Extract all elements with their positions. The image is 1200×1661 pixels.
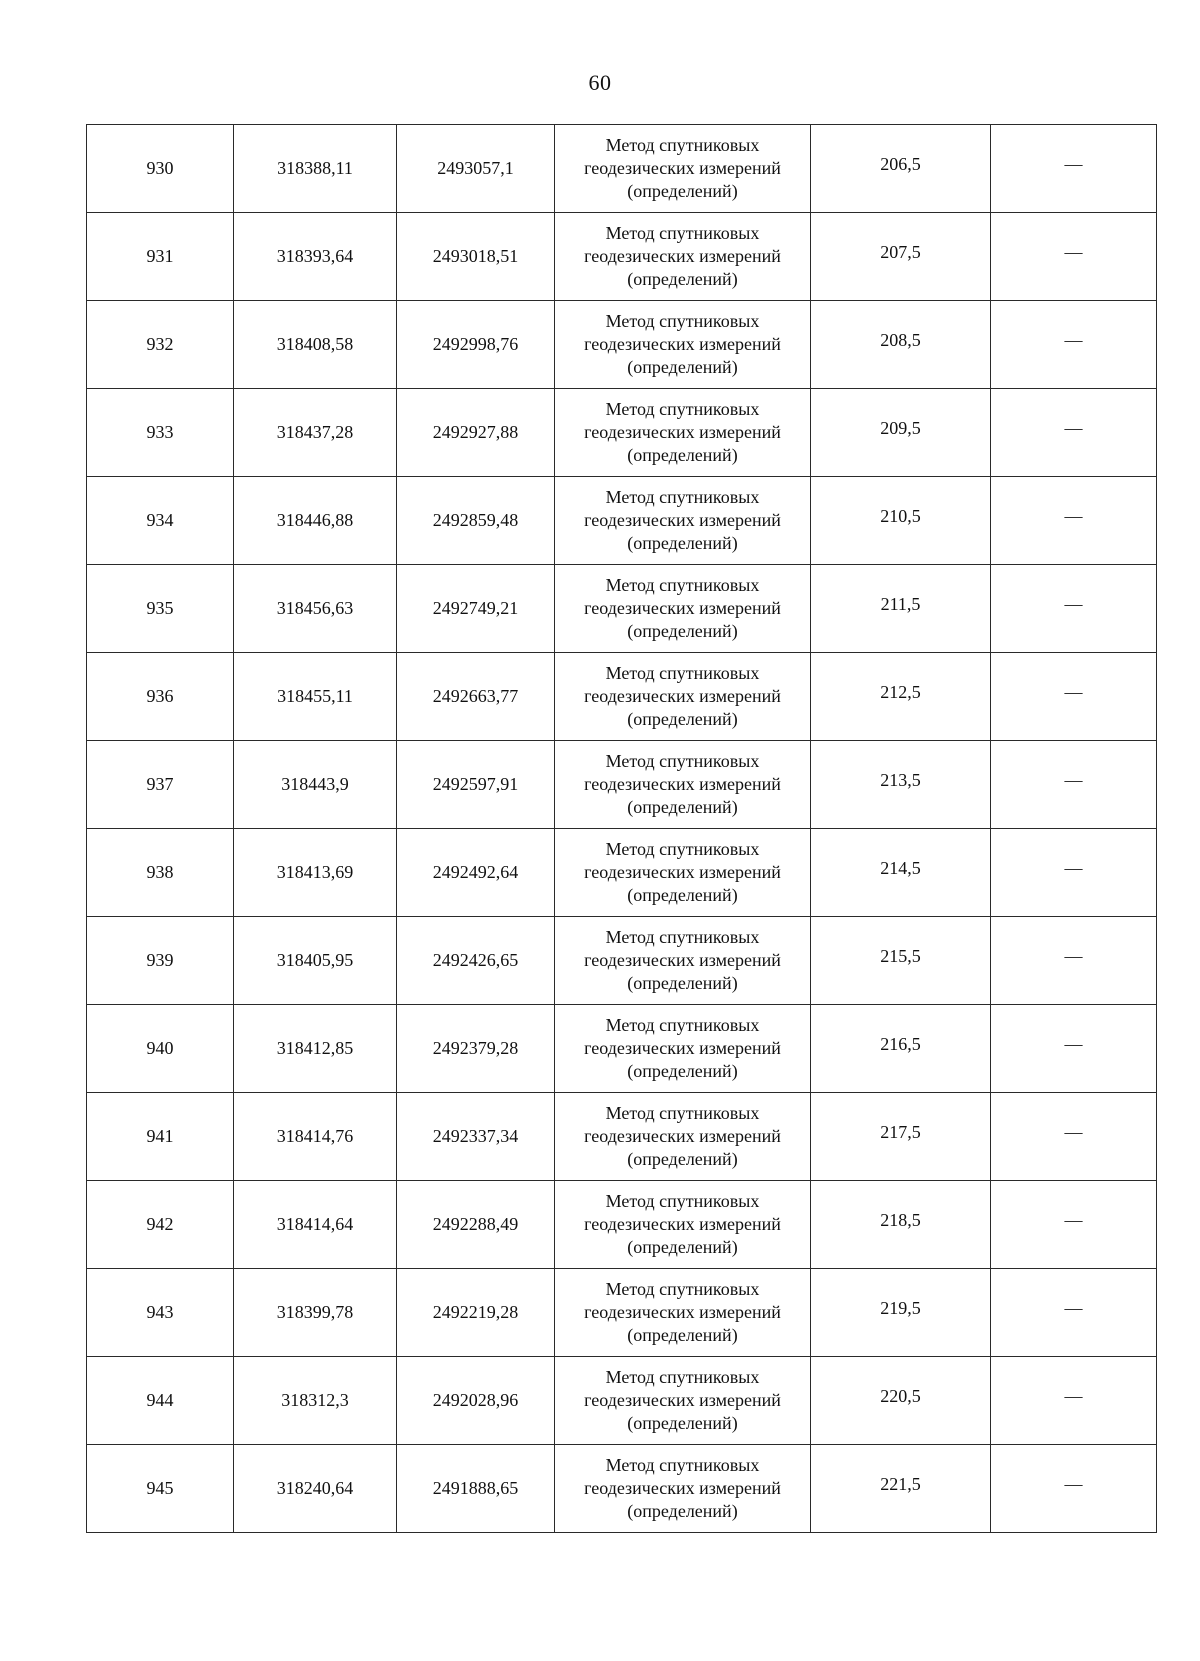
error-cell: [811, 829, 991, 917]
point-number-cell: 930: [87, 125, 234, 213]
error-cell: [811, 917, 991, 1005]
error-cell: [811, 565, 991, 653]
y-coordinate-cell: 2492028,96: [397, 1357, 555, 1445]
coordinates-table: [86, 124, 1157, 1533]
dash-value: —: [1064, 1034, 1083, 1054]
x-coordinate-cell: 318399,78: [234, 1269, 397, 1357]
y-coordinate-cell: 2492219,28: [397, 1269, 555, 1357]
note-cell: [991, 1269, 1157, 1357]
error-cell: [811, 1181, 991, 1269]
table-row: [87, 829, 1157, 917]
error-value: 219,5: [880, 1298, 921, 1318]
method-cell: Метод спутниковых геодезических измерений (определений): [555, 1181, 811, 1269]
error-cell: [811, 1005, 991, 1093]
point-number-cell: 935: [87, 565, 234, 653]
table-row: [87, 301, 1157, 389]
x-coordinate-cell: 318408,58: [234, 301, 397, 389]
note-cell: [991, 1357, 1157, 1445]
dash-value: —: [1064, 682, 1083, 702]
point-number-cell: 942: [87, 1181, 234, 1269]
error-value: 208,5: [880, 330, 921, 350]
dash-value: —: [1064, 330, 1083, 350]
x-coordinate-cell: 318456,63: [234, 565, 397, 653]
method-cell: Метод спутниковых геодезических измерений (определений): [555, 1005, 811, 1093]
error-value: 215,5: [880, 946, 921, 966]
method-cell: Метод спутниковых геодезических измерений (определений): [555, 1093, 811, 1181]
y-coordinate-cell: 2492597,91: [397, 741, 555, 829]
note-cell: [991, 653, 1157, 741]
note-cell: [991, 1005, 1157, 1093]
x-coordinate-cell: 318393,64: [234, 213, 397, 301]
error-cell: [811, 653, 991, 741]
y-coordinate-cell: 2492492,64: [397, 829, 555, 917]
error-value: 209,5: [880, 418, 921, 438]
error-cell: [811, 741, 991, 829]
error-value: 210,5: [880, 506, 921, 526]
table-row: [87, 389, 1157, 477]
error-value: 211,5: [880, 594, 921, 614]
note-cell: [991, 213, 1157, 301]
dash-value: —: [1064, 946, 1083, 966]
table-row: [87, 1445, 1157, 1533]
error-cell: [811, 389, 991, 477]
point-number-cell: 936: [87, 653, 234, 741]
point-number-cell: 945: [87, 1445, 234, 1533]
point-number-cell: 931: [87, 213, 234, 301]
dash-value: —: [1064, 1474, 1083, 1494]
note-cell: [991, 1181, 1157, 1269]
y-coordinate-cell: 2492379,28: [397, 1005, 555, 1093]
note-cell: [991, 125, 1157, 213]
method-cell: Метод спутниковых геодезических измерений (определений): [555, 389, 811, 477]
dash-value: —: [1064, 1298, 1083, 1318]
note-cell: [991, 829, 1157, 917]
table-row: [87, 1269, 1157, 1357]
method-cell: Метод спутниковых геодезических измерений (определений): [555, 301, 811, 389]
y-coordinate-cell: 2492927,88: [397, 389, 555, 477]
x-coordinate-cell: 318413,69: [234, 829, 397, 917]
point-number-cell: 933: [87, 389, 234, 477]
method-cell: Метод спутниковых геодезических измерений (определений): [555, 213, 811, 301]
method-cell: Метод спутниковых геодезических измерений (определений): [555, 741, 811, 829]
note-cell: [991, 917, 1157, 1005]
point-number-cell: 941: [87, 1093, 234, 1181]
point-number-cell: 932: [87, 301, 234, 389]
page-number: 60: [588, 70, 612, 95]
note-cell: [991, 301, 1157, 389]
error-value: 212,5: [880, 682, 921, 702]
table-row: [87, 741, 1157, 829]
point-number-cell: 943: [87, 1269, 234, 1357]
dash-value: —: [1064, 154, 1083, 174]
point-number-cell: 937: [87, 741, 234, 829]
table-row: [87, 1093, 1157, 1181]
table-row: [87, 213, 1157, 301]
x-coordinate-cell: 318312,3: [234, 1357, 397, 1445]
method-cell: Метод спутниковых геодезических измерений (определений): [555, 829, 811, 917]
y-coordinate-cell: 2492288,49: [397, 1181, 555, 1269]
x-coordinate-cell: 318388,11: [234, 125, 397, 213]
x-coordinate-cell: 318412,85: [234, 1005, 397, 1093]
error-value: 206,5: [880, 154, 921, 174]
note-cell: [991, 1093, 1157, 1181]
dash-value: —: [1064, 418, 1083, 438]
method-cell: Метод спутниковых геодезических измерений (определений): [555, 653, 811, 741]
table-row: [87, 1181, 1157, 1269]
table-row: [87, 653, 1157, 741]
x-coordinate-cell: 318414,76: [234, 1093, 397, 1181]
point-number-cell: 939: [87, 917, 234, 1005]
dash-value: —: [1064, 506, 1083, 526]
y-coordinate-cell: 2493018,51: [397, 213, 555, 301]
point-number-cell: 938: [87, 829, 234, 917]
point-number-cell: 944: [87, 1357, 234, 1445]
x-coordinate-cell: 318414,64: [234, 1181, 397, 1269]
note-cell: [991, 389, 1157, 477]
y-coordinate-cell: 2492426,65: [397, 917, 555, 1005]
coordinates-table-body: [87, 125, 1157, 1533]
y-coordinate-cell: 2492749,21: [397, 565, 555, 653]
y-coordinate-cell: 2491888,65: [397, 1445, 555, 1533]
note-cell: [991, 1445, 1157, 1533]
note-cell: [991, 741, 1157, 829]
error-value: 216,5: [880, 1034, 921, 1054]
error-cell: [811, 477, 991, 565]
table-row: [87, 1005, 1157, 1093]
error-value: 221,5: [880, 1474, 921, 1494]
method-cell: Метод спутниковых геодезических измерений (определений): [555, 1445, 811, 1533]
note-cell: [991, 477, 1157, 565]
table-row: [87, 565, 1157, 653]
error-value: 218,5: [880, 1210, 921, 1230]
x-coordinate-cell: 318240,64: [234, 1445, 397, 1533]
x-coordinate-cell: 318437,28: [234, 389, 397, 477]
method-cell: Метод спутниковых геодезических измерений (определений): [555, 125, 811, 213]
x-coordinate-cell: 318405,95: [234, 917, 397, 1005]
method-cell: Метод спутниковых геодезических измерений (определений): [555, 1357, 811, 1445]
dash-value: —: [1064, 858, 1083, 878]
error-cell: [811, 1093, 991, 1181]
x-coordinate-cell: 318455,11: [234, 653, 397, 741]
error-cell: [811, 213, 991, 301]
error-cell: [811, 1445, 991, 1533]
method-cell: Метод спутниковых геодезических измерений (определений): [555, 477, 811, 565]
table-row: [87, 917, 1157, 1005]
dash-value: —: [1064, 1210, 1083, 1230]
error-value: 207,5: [880, 242, 921, 262]
y-coordinate-cell: 2492998,76: [397, 301, 555, 389]
dash-value: —: [1064, 242, 1083, 262]
table-row: [87, 125, 1157, 213]
error-value: 220,5: [880, 1386, 921, 1406]
y-coordinate-cell: 2492337,34: [397, 1093, 555, 1181]
point-number-cell: 940: [87, 1005, 234, 1093]
error-value: 213,5: [880, 770, 921, 790]
dash-value: —: [1064, 594, 1083, 614]
error-value: 214,5: [880, 858, 921, 878]
point-number-cell: 934: [87, 477, 234, 565]
dash-value: —: [1064, 1122, 1083, 1142]
x-coordinate-cell: 318443,9: [234, 741, 397, 829]
table-row: [87, 1357, 1157, 1445]
error-value: 217,5: [880, 1122, 921, 1142]
method-cell: Метод спутниковых геодезических измерений (определений): [555, 1269, 811, 1357]
error-cell: [811, 125, 991, 213]
error-cell: [811, 301, 991, 389]
error-cell: [811, 1269, 991, 1357]
dash-value: —: [1064, 1386, 1083, 1406]
method-cell: Метод спутниковых геодезических измерений (определений): [555, 917, 811, 1005]
method-cell: Метод спутниковых геодезических измерений (определений): [555, 565, 811, 653]
y-coordinate-cell: 2493057,1: [397, 125, 555, 213]
error-cell: [811, 1357, 991, 1445]
dash-value: —: [1064, 770, 1083, 790]
y-coordinate-cell: 2492663,77: [397, 653, 555, 741]
note-cell: [991, 565, 1157, 653]
table-row: [87, 477, 1157, 565]
x-coordinate-cell: 318446,88: [234, 477, 397, 565]
y-coordinate-cell: 2492859,48: [397, 477, 555, 565]
